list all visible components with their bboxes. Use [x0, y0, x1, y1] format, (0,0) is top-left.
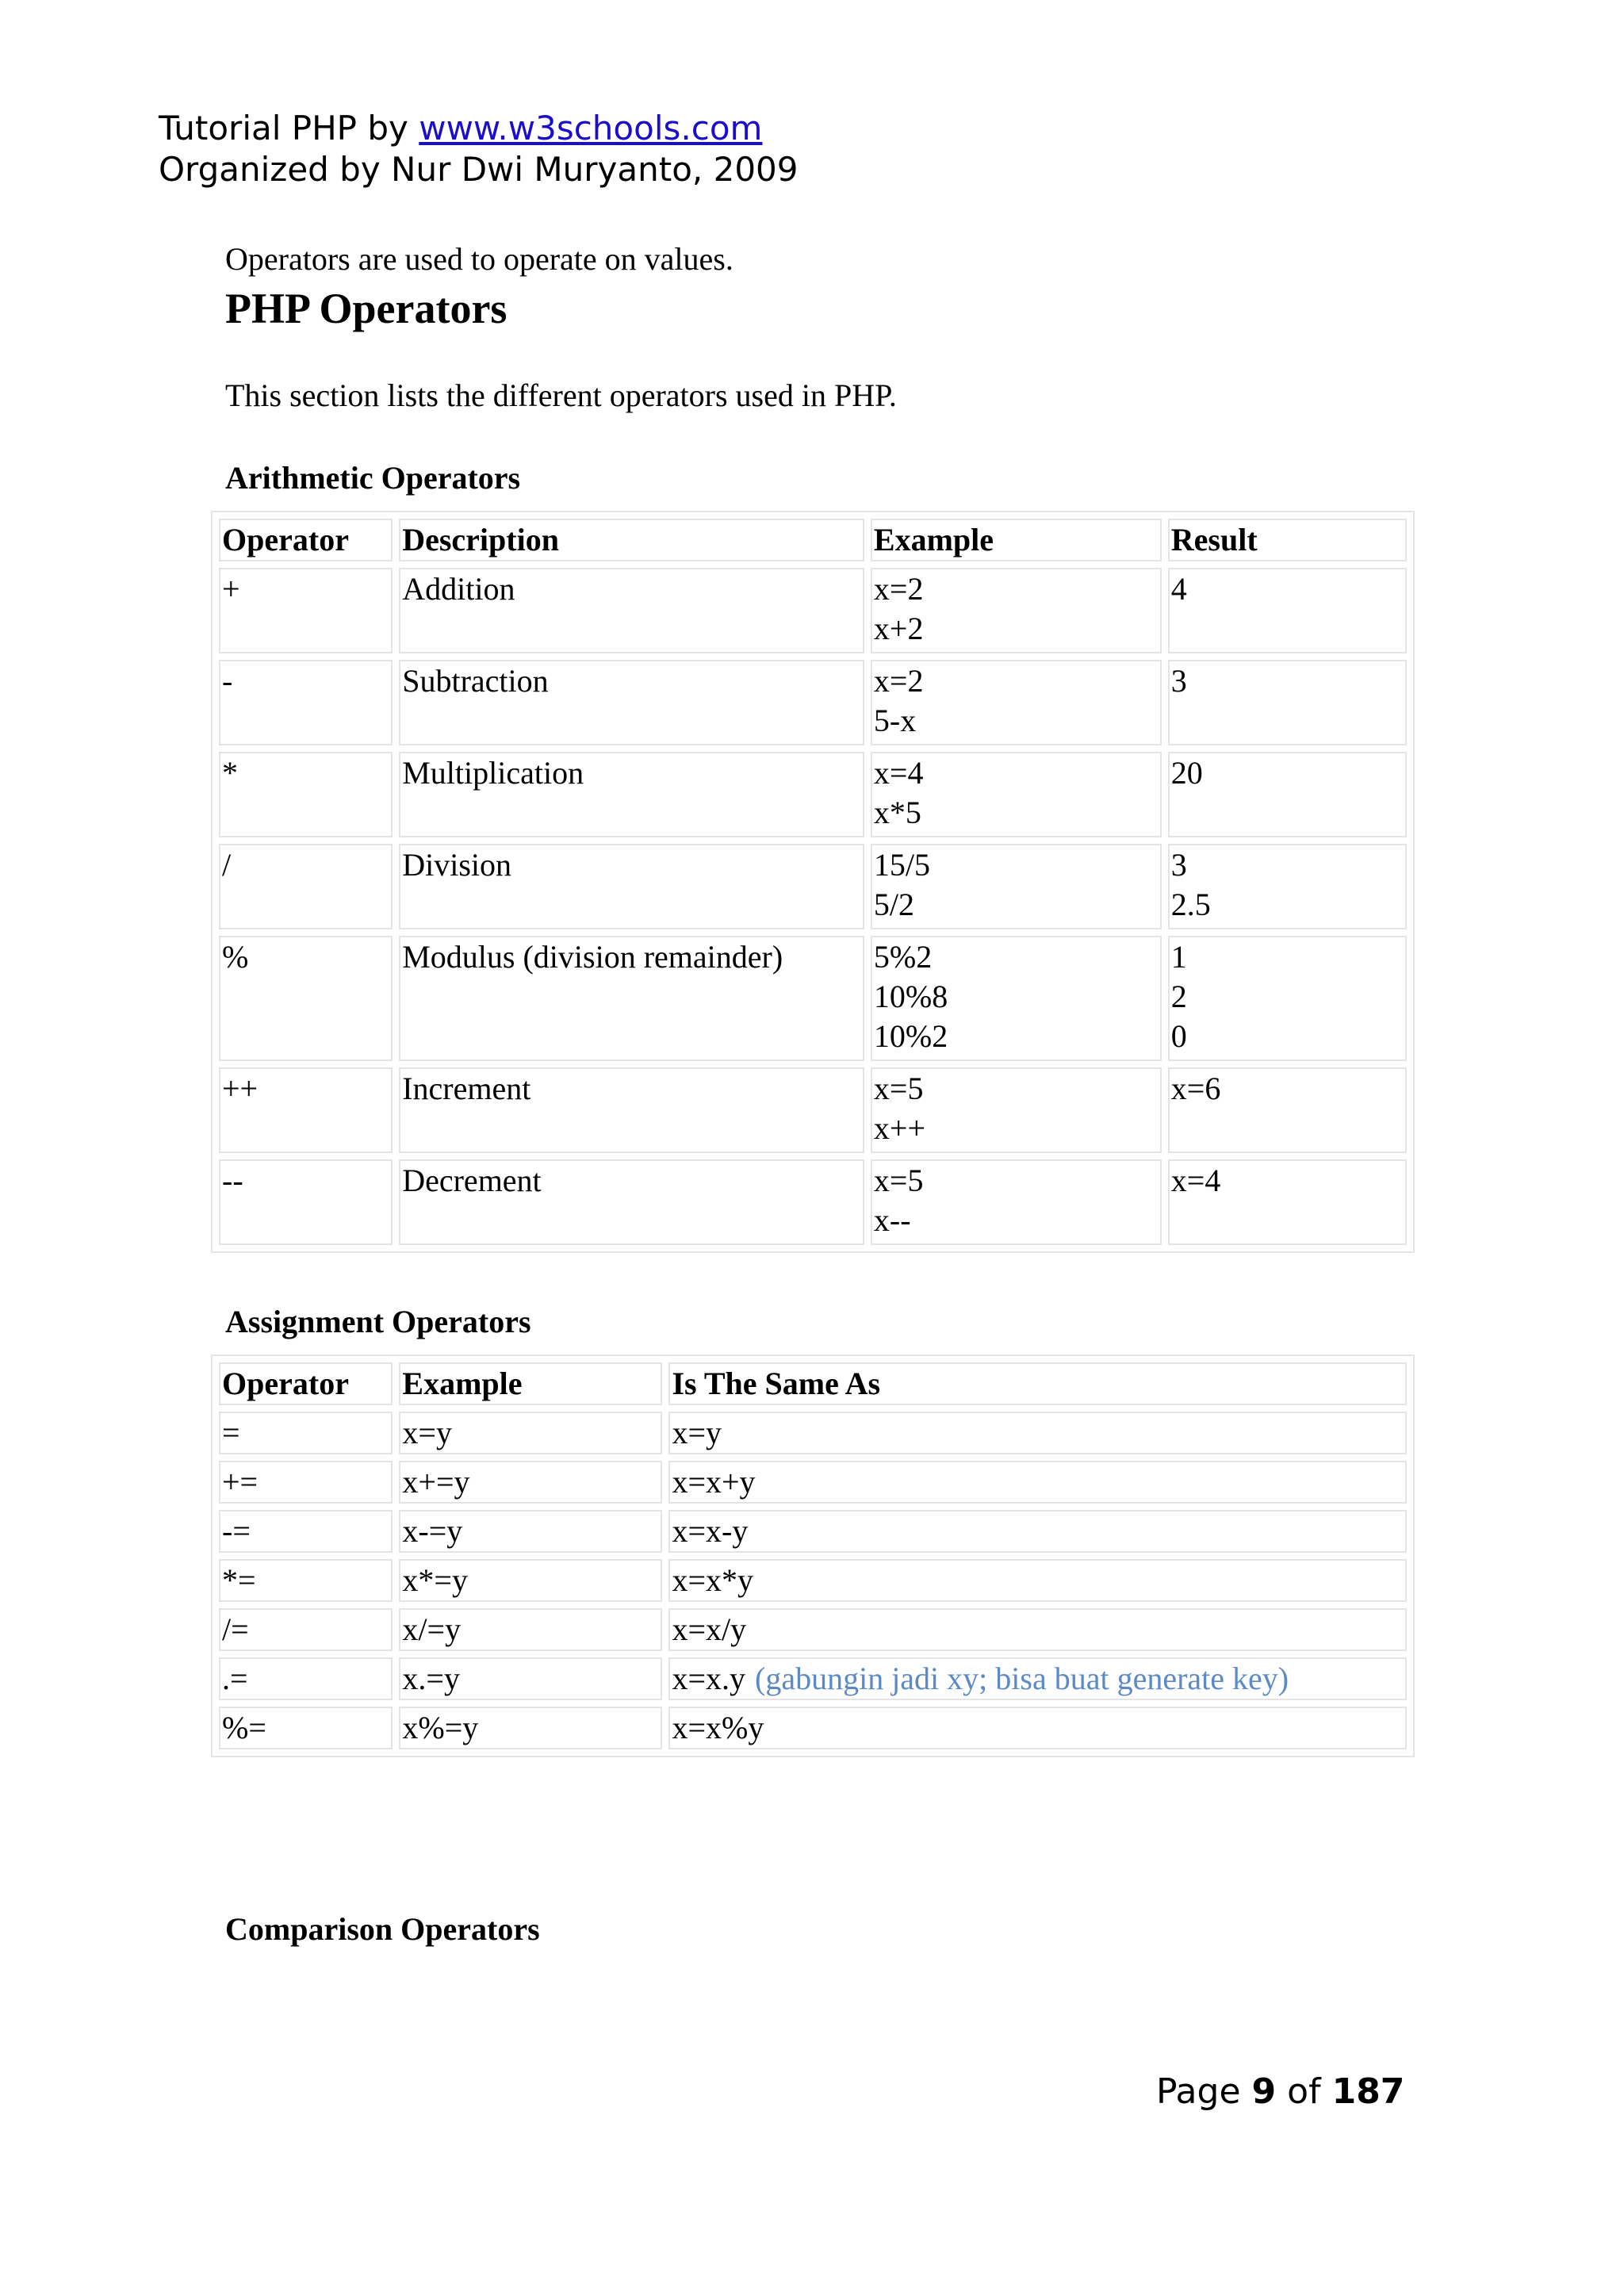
result-cell: 4	[1168, 568, 1407, 653]
operator-cell: =	[219, 1412, 393, 1454]
operator-cell: --	[219, 1159, 393, 1245]
operator-cell: /=	[219, 1608, 393, 1651]
description-cell: Decrement	[399, 1159, 864, 1245]
result-cell: x=4	[1168, 1159, 1407, 1245]
description-cell: Addition	[399, 568, 864, 653]
table-row	[219, 660, 1407, 745]
table-row	[219, 1412, 1407, 1454]
operator-cell: ++	[219, 1067, 393, 1153]
operator-cell: %	[219, 936, 393, 1061]
operator-cell: -	[219, 660, 393, 745]
example-cell: x=2 5-x	[871, 660, 1162, 745]
example-cell: x=4 x*5	[871, 752, 1162, 837]
header-line-1: Tutorial PHP by www.w3schools.com	[159, 109, 763, 148]
page-total: 187	[1331, 2071, 1405, 2112]
assignment-operators-table	[211, 1354, 1415, 1757]
same-as-cell: x=x%y	[668, 1707, 1407, 1749]
description-cell: Subtraction	[399, 660, 864, 745]
arithmetic-operators-table	[211, 511, 1415, 1253]
example-cell: x*=y	[399, 1559, 662, 1602]
page-title: PHP Operators	[225, 285, 508, 332]
page-content	[222, 238, 1415, 1962]
result-cell: 3 2.5	[1168, 844, 1407, 929]
table-row	[219, 1657, 1407, 1700]
operator-cell: .=	[219, 1657, 393, 1700]
column-header: Example	[871, 519, 1162, 561]
lead-text: This section lists the different operators used in PHP.	[225, 377, 897, 413]
example-cell: x=2 x+2	[871, 568, 1162, 653]
column-header: Is The Same As	[668, 1362, 1407, 1405]
column-header: Result	[1168, 519, 1407, 561]
result-cell: x=6	[1168, 1067, 1407, 1153]
example-cell: x-=y	[399, 1510, 662, 1553]
operator-cell: +=	[219, 1461, 393, 1504]
result-cell: 3	[1168, 660, 1407, 745]
header-line-2: Organized by Nur Dwi Muryanto, 2009	[159, 150, 799, 189]
table-row	[219, 1159, 1407, 1245]
description-cell: Modulus (division remainder)	[399, 936, 864, 1061]
example-cell: x=5 x--	[871, 1159, 1162, 1245]
result-cell: 20	[1168, 752, 1407, 837]
result-cell: 1 2 0	[1168, 936, 1407, 1061]
table-row	[219, 1510, 1407, 1553]
table-row	[219, 752, 1407, 837]
column-header: Operator	[219, 519, 393, 561]
same-as-cell: x=x/y	[668, 1608, 1407, 1651]
description-cell: Division	[399, 844, 864, 929]
example-cell: x+=y	[399, 1461, 662, 1504]
table-row	[219, 936, 1407, 1061]
column-header: Operator	[219, 1362, 393, 1405]
arithmetic-heading: Arithmetic Operators	[225, 460, 521, 496]
example-cell: 15/5 5/2	[871, 844, 1162, 929]
example-cell: x=y	[399, 1412, 662, 1454]
table-row	[219, 1461, 1407, 1504]
intro-text: Operators are used to operate on values.	[225, 241, 733, 277]
operator-cell: /	[219, 844, 393, 929]
example-cell: x%=y	[399, 1707, 662, 1749]
example-cell: x.=y	[399, 1657, 662, 1700]
operator-cell: *=	[219, 1559, 393, 1602]
page-header	[159, 108, 799, 190]
same-as-cell: x=x+y	[668, 1461, 1407, 1504]
example-cell: x/=y	[399, 1608, 662, 1651]
same-as-cell: x=x-y	[668, 1510, 1407, 1553]
table-row	[219, 568, 1407, 653]
operator-cell: *	[219, 752, 393, 837]
operator-cell: -=	[219, 1510, 393, 1553]
same-as-value: x=x.y	[672, 1661, 745, 1696]
w3schools-link[interactable]: www.w3schools.com	[419, 109, 763, 148]
assignment-heading: Assignment Operators	[225, 1304, 531, 1339]
column-header: Example	[399, 1362, 662, 1405]
same-as-cell: x=x*y	[668, 1559, 1407, 1602]
table-row	[219, 1707, 1407, 1749]
table-header-row	[219, 1362, 1407, 1405]
example-cell: 5%2 10%8 10%2	[871, 936, 1162, 1061]
description-cell: Increment	[399, 1067, 864, 1153]
example-cell: x=5 x++	[871, 1067, 1162, 1153]
table-row	[219, 844, 1407, 929]
same-as-cell	[668, 1657, 1407, 1700]
table-header-row	[219, 519, 1407, 561]
table-row	[219, 1608, 1407, 1651]
description-cell: Multiplication	[399, 752, 864, 837]
handwritten-note: (gabungin jadi xy; bisa buat generate key)	[755, 1661, 1289, 1696]
operator-cell: +	[219, 568, 393, 653]
table-row	[219, 1559, 1407, 1602]
same-as-cell: x=y	[668, 1412, 1407, 1454]
page-footer: Page 9 of 187	[1156, 2071, 1405, 2112]
operator-cell: %=	[219, 1707, 393, 1749]
table-row	[219, 1067, 1407, 1153]
column-header: Description	[399, 519, 864, 561]
page-number: 9	[1251, 2071, 1277, 2112]
comparison-heading: Comparison Operators	[225, 1911, 540, 1947]
